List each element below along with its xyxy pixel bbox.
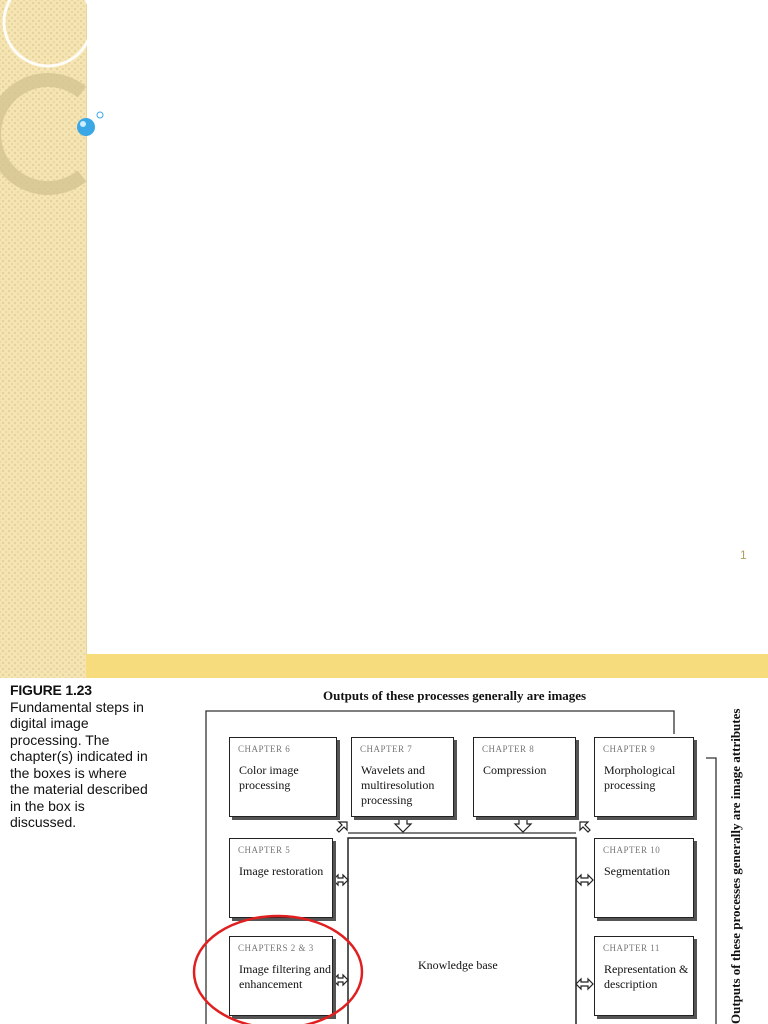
- outputs-bracket-side: [706, 758, 716, 1024]
- morphological-processing-box: [594, 737, 694, 817]
- bubble-highlight: [80, 121, 86, 127]
- chapter-label: CHAPTER 5: [238, 845, 291, 855]
- figure-caption-title: FIGURE 1.23: [10, 682, 92, 698]
- blue-bubble-icon: [77, 118, 95, 136]
- box-description: Color image processing: [239, 763, 299, 792]
- outputs-attributes-label: Outputs of these processes generally are image attributes: [728, 708, 743, 1024]
- box-description: Image filtering and enhancement: [239, 962, 331, 991]
- arrow-icon: [395, 818, 411, 832]
- decorative-ring-arc: [0, 80, 82, 188]
- chapter-label: CHAPTER 8: [482, 744, 535, 754]
- arrow-icon: [515, 818, 531, 832]
- outputs-images-label: Outputs of these processes generally are images: [323, 688, 587, 703]
- chapter-label: CHAPTER 7: [360, 744, 413, 754]
- box-description: Wavelets and multiresolution processing: [361, 763, 435, 807]
- chapter-label: CHAPTER 6: [238, 744, 291, 754]
- color-image-processing-box: [229, 737, 337, 817]
- compression-box: [473, 737, 576, 817]
- decorative-circles-graphic: [0, 0, 120, 200]
- slide-number: 1: [740, 548, 747, 562]
- wavelets-box: [351, 737, 454, 817]
- image-restoration-box: [229, 838, 333, 918]
- footer-band: [86, 654, 768, 678]
- image-filtering-box: [229, 936, 333, 1016]
- box-description: Image restoration: [239, 864, 324, 878]
- box-description: Compression: [483, 763, 547, 777]
- box-description: Representation & description: [604, 962, 689, 991]
- chapter-label: CHAPTERS 2 & 3: [238, 943, 314, 953]
- representation-description-box: [594, 936, 694, 1016]
- box-description: Morphological processing: [604, 763, 676, 792]
- decorative-ring-top: [4, 0, 92, 66]
- arrow-icon: [333, 875, 348, 885]
- arrow-icon: [333, 975, 348, 985]
- arrow-icon: [337, 822, 347, 832]
- box-description: Segmentation: [604, 864, 670, 878]
- knowledge-base-box: [348, 838, 576, 1024]
- chapter-label: CHAPTER 10: [603, 845, 661, 855]
- figure-image: [0, 678, 768, 1024]
- small-bubble-icon: [97, 112, 103, 118]
- arrow-icon: [576, 979, 593, 989]
- figure-caption-text: Fundamental steps in digital image processing. The chapter(s) indicated in the boxes is where the material described in the box is discussed.: [10, 698, 148, 830]
- chapter-label: CHAPTER 9: [603, 744, 656, 754]
- arrow-icon: [580, 822, 590, 832]
- arrow-icon: [576, 875, 593, 885]
- segmentation-box: [594, 838, 694, 918]
- chapter-label: CHAPTER 11: [603, 943, 660, 953]
- knowledge-base-label: Knowledge base: [418, 958, 498, 972]
